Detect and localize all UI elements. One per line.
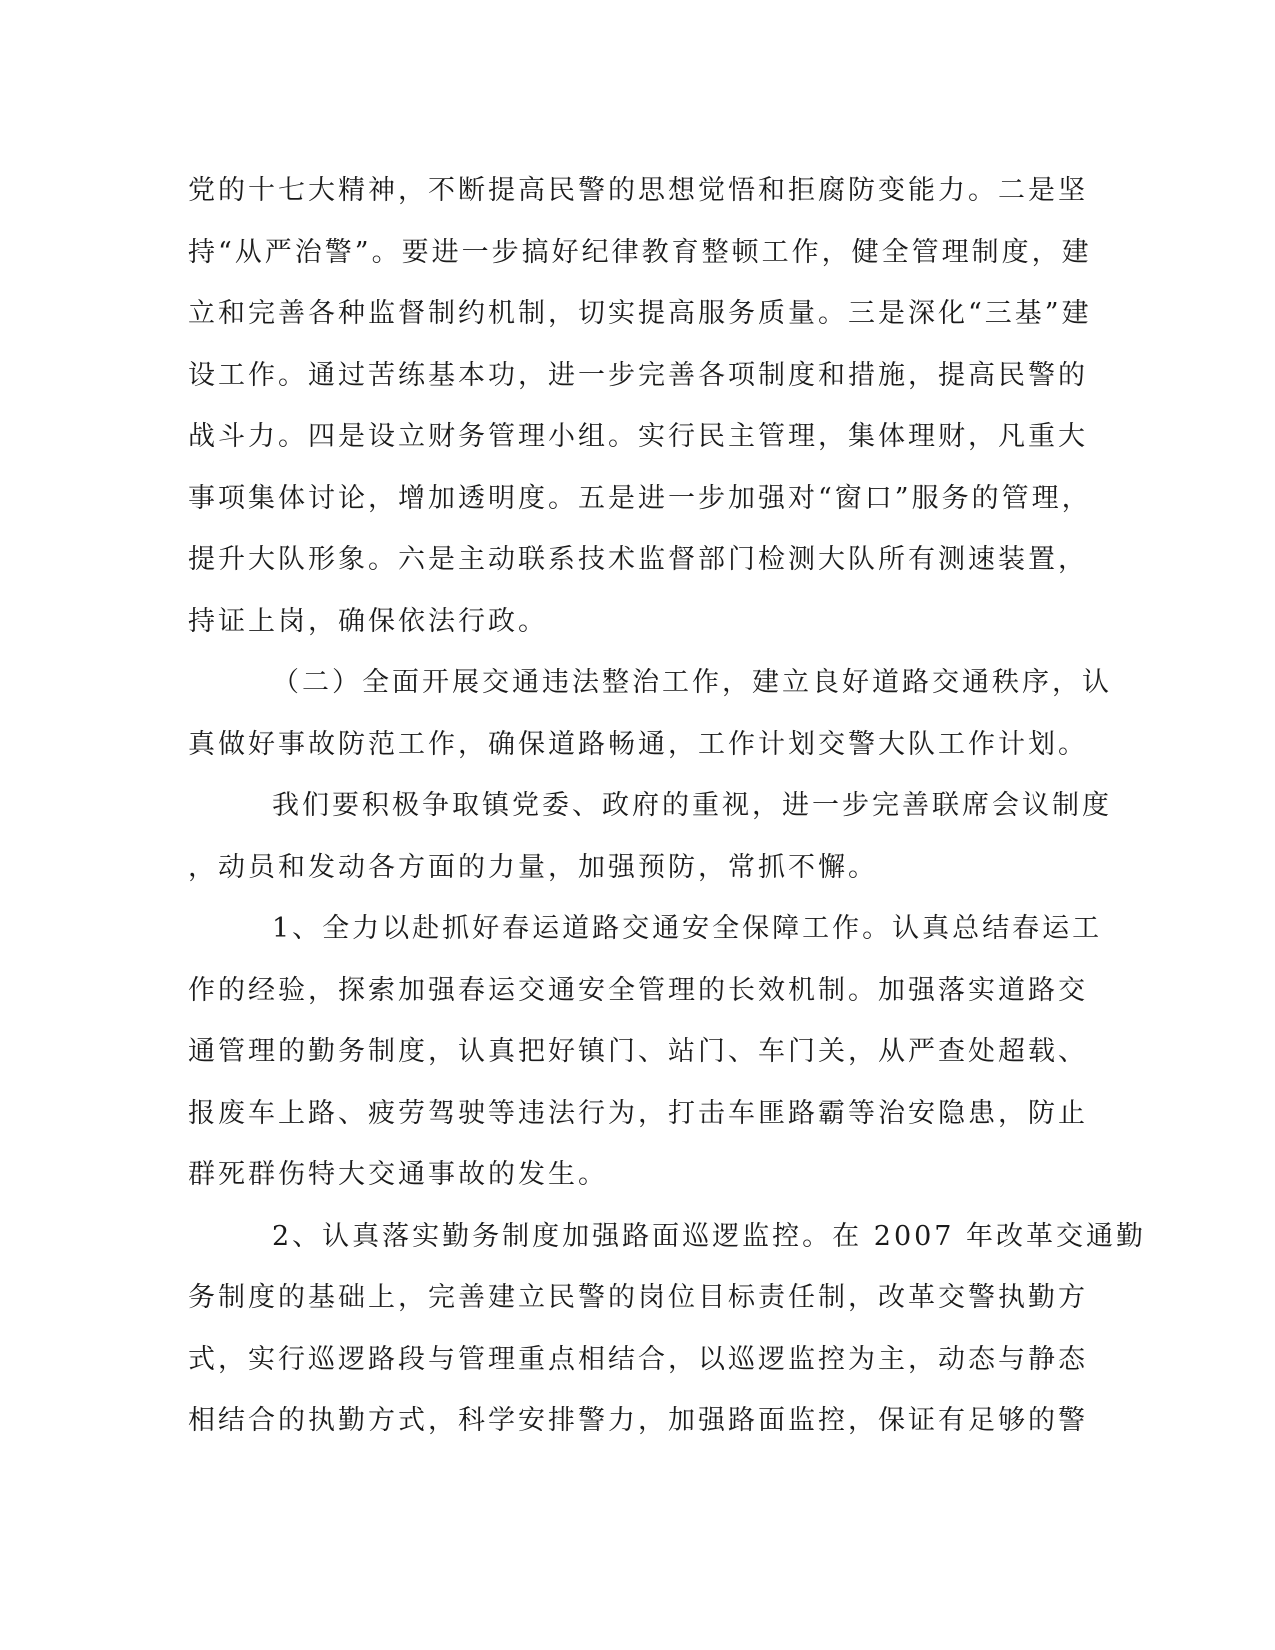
text-line: 式，实行巡逻路段与管理重点相结合，以巡逻监控为主，动态与静态 <box>188 1343 1088 1375</box>
text-line: 党的十七大精神，不断提高民警的思想觉悟和拒腐防变能力。二是坚 <box>188 175 1088 206</box>
text-line: 群死群伤特大交通事故的发生。 <box>188 1159 608 1190</box>
text-line: 报废车上路、疲劳驾驶等违法行为，打击车匪路霸等治安隐患，防止 <box>188 1097 1088 1129</box>
text-line: 设工作。通过苦练基本功，进一步完善各项制度和措施，提高民警的 <box>188 359 1088 391</box>
document-body <box>188 160 1147 1452</box>
text-line: 提升大队形象。六是主动联系技术监督部门检测大队所有测速装置， <box>188 544 1088 575</box>
text-line: 相结合的执勤方式，科学安排警力，加强路面监控，保证有足够的警 <box>188 1405 1088 1436</box>
text-line: （二）全面开展交通违法整治工作，建立良好道路交通秩序，认 <box>272 667 1112 698</box>
text-line: 立和完善各种监督制约机制，切实提高服务质量。三是深化“三基”建 <box>188 298 1092 329</box>
text-line: 我们要积极争取镇党委、政府的重视，进一步完善联席会议制度 <box>272 790 1112 821</box>
text-line: ，动员和发动各方面的力量，加强预防，常抓不懈。 <box>188 851 878 883</box>
text-line: 务制度的基础上，完善建立民警的岗位目标责任制，改革交警执勤方 <box>188 1282 1088 1313</box>
text-line: 事项集体讨论，增加透明度。五是进一步加强对“窗口”服务的管理， <box>188 482 1092 514</box>
text-line: 作的经验，探索加强春运交通安全管理的长效机制。加强落实道路交 <box>188 974 1088 1006</box>
text-line: 真做好事故防范工作，确保道路畅通，工作计划交警大队工作计划。 <box>188 728 1088 760</box>
text-line: 持“从严治警”。要进一步搞好纪律教育整顿工作，健全管理制度，建 <box>188 236 1092 268</box>
text-line: 通管理的勤务制度，认真把好镇门、站门、车门关，从严查处超载、 <box>188 1036 1088 1067</box>
text-line: 战斗力。四是设立财务管理小组。实行民主管理，集体理财，凡重大 <box>188 421 1088 452</box>
text-line: 2、认真落实勤务制度加强路面巡逻监控。在 2007 年改革交通勤 <box>272 1220 1147 1252</box>
text-line: 1、全力以赴抓好春运道路交通安全保障工作。认真总结春运工 <box>272 913 1103 944</box>
text-line: 持证上岗，确保依法行政。 <box>188 605 548 637</box>
